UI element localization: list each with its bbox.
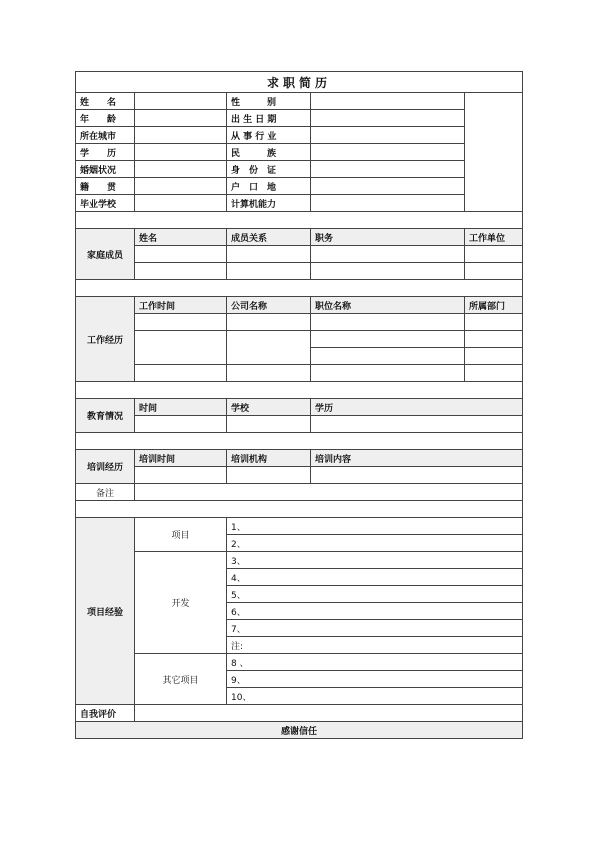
project-group-label: 开发: [135, 552, 227, 654]
label-self-eval: 自我评价: [76, 705, 135, 722]
field-school[interactable]: [135, 195, 227, 212]
work-cell[interactable]: [311, 365, 465, 382]
header-family-title: 职务: [311, 229, 465, 246]
spacer-row: [76, 212, 523, 229]
label-city: 所在城市: [76, 127, 135, 144]
resume-title: 求职简历: [76, 72, 523, 93]
family-cell[interactable]: [227, 263, 311, 280]
header-edu-degree: 学历: [311, 399, 523, 416]
spacer-row: [76, 382, 523, 399]
label-gender: 性 别: [227, 93, 311, 110]
label-computer: 计算机能力: [227, 195, 311, 212]
label-school: 毕业学校: [76, 195, 135, 212]
field-gender[interactable]: [311, 93, 465, 110]
family-cell[interactable]: [465, 263, 523, 280]
edu-cell[interactable]: [311, 416, 523, 433]
project-item[interactable]: 9、: [227, 671, 523, 688]
field-marital[interactable]: [135, 161, 227, 178]
label-age: 年 龄: [76, 110, 135, 127]
header-training-org: 培训机构: [227, 450, 311, 467]
field-birth[interactable]: [311, 110, 465, 127]
header-training-content: 培训内容: [311, 450, 523, 467]
header-training-time: 培训时间: [135, 450, 227, 467]
section-projects: 项目经验: [76, 518, 135, 705]
training-cell[interactable]: [227, 467, 311, 484]
project-group-label: 项目: [135, 518, 227, 552]
work-cell[interactable]: [311, 314, 465, 331]
field-name[interactable]: [135, 93, 227, 110]
project-item[interactable]: 5、: [227, 586, 523, 603]
label-industry: 从 事 行 业: [227, 127, 311, 144]
work-cell[interactable]: [227, 314, 311, 331]
spacer-row: [76, 501, 523, 518]
label-hukou: 户 口 地: [227, 178, 311, 195]
project-group-label: 其它项目: [135, 654, 227, 705]
field-city[interactable]: [135, 127, 227, 144]
family-cell[interactable]: [465, 246, 523, 263]
section-work: 工作经历: [76, 297, 135, 382]
project-item[interactable]: 3、: [227, 552, 523, 569]
field-remarks[interactable]: [135, 484, 523, 501]
header-work-department: 所属部门: [465, 297, 523, 314]
field-age[interactable]: [135, 110, 227, 127]
label-education: 学 历: [76, 144, 135, 161]
training-cell[interactable]: [135, 467, 227, 484]
project-item[interactable]: 1、: [227, 518, 523, 535]
header-work-company: 公司名称: [227, 297, 311, 314]
family-cell[interactable]: [311, 246, 465, 263]
label-id: 身 份 证: [227, 161, 311, 178]
header-work-position: 职位名称: [311, 297, 465, 314]
project-item[interactable]: 8 、: [227, 654, 523, 671]
spacer-row: [76, 433, 523, 450]
label-birth: 出 生 日 期: [227, 110, 311, 127]
header-family-relation: 成员关系: [227, 229, 311, 246]
project-item[interactable]: 7、: [227, 620, 523, 637]
header-work-time: 工作时间: [135, 297, 227, 314]
work-cell[interactable]: [227, 365, 311, 382]
field-computer[interactable]: [311, 195, 465, 212]
work-cell[interactable]: [465, 348, 523, 365]
project-item[interactable]: 2、: [227, 535, 523, 552]
project-item[interactable]: 注:: [227, 637, 523, 654]
work-cell[interactable]: [465, 365, 523, 382]
edu-cell[interactable]: [227, 416, 311, 433]
field-origin[interactable]: [135, 178, 227, 195]
project-item[interactable]: 6、: [227, 603, 523, 620]
header-edu-school: 学校: [227, 399, 311, 416]
work-cell[interactable]: [465, 331, 523, 348]
training-cell[interactable]: [311, 467, 523, 484]
photo-box[interactable]: [465, 93, 523, 212]
field-id[interactable]: [311, 161, 465, 178]
work-cell[interactable]: [311, 331, 465, 348]
project-item[interactable]: 10、: [227, 688, 523, 705]
work-cell[interactable]: [465, 314, 523, 331]
work-cell[interactable]: [311, 348, 465, 365]
header-family-name: 姓名: [135, 229, 227, 246]
work-cell[interactable]: [135, 365, 227, 382]
section-education: 教育情况: [76, 399, 135, 433]
edu-cell[interactable]: [135, 416, 227, 433]
footer-thanks: 感谢信任: [76, 722, 523, 739]
spacer-row: [76, 280, 523, 297]
family-cell[interactable]: [135, 246, 227, 263]
project-item[interactable]: 4、: [227, 569, 523, 586]
field-education[interactable]: [135, 144, 227, 161]
section-family: 家庭成员: [76, 229, 135, 280]
label-ethnicity: 民 族: [227, 144, 311, 161]
family-cell[interactable]: [135, 263, 227, 280]
field-hukou[interactable]: [311, 178, 465, 195]
field-industry[interactable]: [311, 127, 465, 144]
label-origin: 籍 贯: [76, 178, 135, 195]
header-edu-time: 时间: [135, 399, 227, 416]
field-ethnicity[interactable]: [311, 144, 465, 161]
header-family-employer: 工作单位: [465, 229, 523, 246]
family-cell[interactable]: [227, 246, 311, 263]
work-cell[interactable]: [135, 314, 227, 331]
resume-table: [75, 71, 523, 739]
label-name: 姓 名: [76, 93, 135, 110]
family-cell[interactable]: [311, 263, 465, 280]
work-cell[interactable]: [135, 331, 227, 365]
section-training: 培训经历: [76, 450, 135, 484]
field-self-eval[interactable]: [135, 705, 523, 722]
label-remarks: 备注: [76, 484, 135, 501]
label-marital: 婚姻状况: [76, 161, 135, 178]
work-cell[interactable]: [227, 331, 311, 365]
